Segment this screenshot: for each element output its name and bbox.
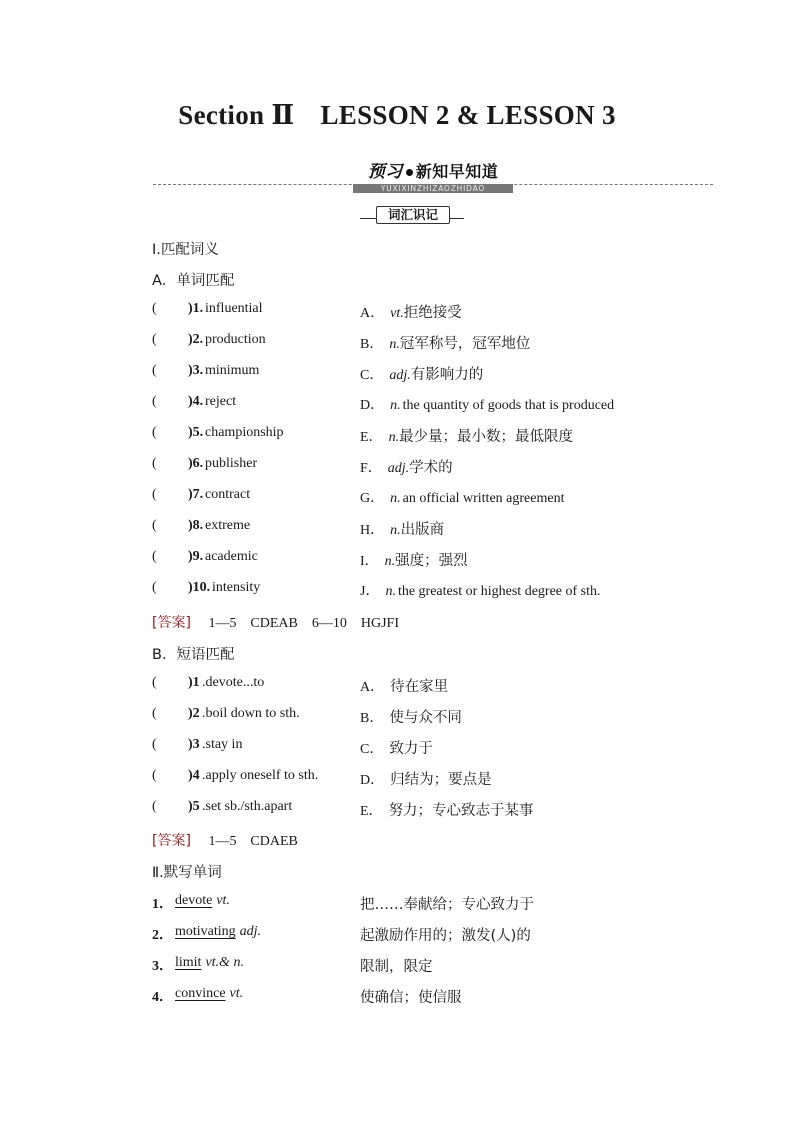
item-phrase: .devote...to: [202, 675, 265, 690]
option-letter: J．: [360, 584, 380, 599]
item-number: 2．: [152, 928, 173, 943]
item-number: )6.: [188, 456, 204, 471]
item-phrase: .apply oneself to sth.: [202, 768, 319, 783]
vocab-tag-label: 词汇识记: [376, 206, 450, 224]
answer-blank: (: [152, 768, 157, 783]
lesson-label: LESSON 2 & LESSON 3: [320, 100, 616, 130]
word-pos: vt.: [229, 986, 244, 1001]
option-letter: D．: [360, 773, 385, 788]
option-pos: adj.: [387, 461, 410, 476]
item-word: contract: [205, 487, 251, 502]
answer-b-row: [152, 830, 298, 852]
option-pos: n.: [385, 584, 396, 599]
word-definition: 起激励作用的；激发(人)的: [360, 928, 531, 944]
option-definition: [360, 425, 573, 446]
answer-blank: (: [152, 332, 157, 347]
option-def-text: 使与众不同: [389, 710, 462, 726]
item-phrase: .set sb./sth.apart: [202, 799, 293, 814]
fill-answer: [175, 986, 243, 1002]
answer-blank: (: [152, 675, 157, 690]
answer-b-text: 1—5 CDAEB: [208, 834, 298, 849]
option-definition: [360, 487, 564, 507]
item-number: )7.: [188, 487, 204, 502]
part1-heading: Ⅰ.匹配词义: [152, 242, 219, 258]
word-definition: 限制，限定: [360, 959, 433, 975]
fill-answer: [175, 955, 244, 971]
answer-a-text: 1—5 CDEAB 6—10 HGJFI: [208, 616, 400, 631]
option-definition: [360, 456, 453, 477]
option-def-text: 有影响力的: [410, 367, 484, 383]
option-definition: [360, 363, 483, 384]
option-def-text: 拒绝接受: [403, 305, 462, 321]
section-label: Section Ⅱ: [178, 100, 295, 130]
item-word: reject: [205, 394, 237, 409]
answer-a-row: [152, 612, 399, 634]
option-definition: [360, 768, 492, 789]
item-number: )5: [188, 799, 200, 814]
option-def-text: 出版商: [400, 522, 445, 538]
option-letter: I．: [360, 554, 379, 569]
option-letter: C．: [360, 742, 384, 757]
option-letter: E．: [360, 804, 383, 819]
answer-tag: [答案]: [152, 833, 191, 849]
option-letter: G．: [360, 491, 385, 506]
item-number: )4.: [188, 394, 204, 409]
answer-blank: (: [152, 706, 157, 721]
option-definition: [360, 394, 614, 414]
answer-blank: (: [152, 425, 157, 440]
item-phrase: .stay in: [202, 737, 243, 752]
option-def-text: the quantity of goods that is produced: [402, 398, 615, 413]
option-pos: n.: [384, 554, 396, 569]
answer-blank: (: [152, 549, 157, 564]
item-number: )10.: [188, 580, 211, 595]
bullet-dot-icon: [406, 169, 413, 176]
vocab-section-tag: [360, 206, 464, 224]
option-pos: adj.: [389, 368, 411, 383]
option-letter: F．: [360, 461, 382, 476]
option-pos: vt.: [390, 306, 404, 321]
word-definition: 使确信；使信服: [360, 990, 462, 1006]
item-number: )2: [188, 706, 200, 721]
option-definition: [360, 332, 530, 353]
answer-blank: (: [152, 394, 157, 409]
item-number: )9.: [188, 549, 204, 564]
preview-banner: [153, 157, 713, 191]
word-definition: 把……奉献给；专心致力于: [360, 897, 534, 913]
option-def-text: 学术的: [409, 460, 453, 476]
item-word: intensity: [212, 580, 261, 595]
option-definition: [360, 799, 534, 820]
item-number: )3.: [188, 363, 204, 378]
option-def-text: 冠军称号，冠军地位: [399, 336, 531, 352]
option-letter: H．: [360, 523, 385, 538]
filled-word: limit: [175, 955, 202, 970]
item-number: 4．: [152, 990, 173, 1005]
option-definition: [360, 301, 462, 322]
filled-word: motivating: [175, 924, 236, 939]
subsection-a-heading: A．单词匹配: [152, 273, 235, 289]
item-number: )8.: [188, 518, 204, 533]
part2-heading: Ⅱ.默写单词: [152, 865, 222, 881]
banner-main-b: 新知早知道: [415, 162, 499, 181]
item-number: )4: [188, 768, 200, 783]
option-definition: [360, 737, 433, 758]
answer-tag: [答案]: [152, 615, 191, 631]
item-word: academic: [205, 549, 258, 564]
word-pos: vt.& n.: [205, 955, 244, 970]
answer-blank: (: [152, 518, 157, 533]
item-word: championship: [205, 425, 284, 440]
item-word: extreme: [205, 518, 251, 533]
answer-blank: (: [152, 487, 157, 502]
item-number: )1: [188, 675, 200, 690]
option-letter: E．: [360, 430, 383, 445]
option-letter: A．: [360, 306, 385, 321]
option-def-text: 致力于: [389, 741, 433, 757]
item-number: )2.: [188, 332, 204, 347]
option-pos: n.: [388, 430, 400, 445]
item-word: influential: [205, 301, 263, 316]
option-def-text: an official written agreement: [402, 491, 565, 506]
word-pos: vt.: [216, 893, 230, 908]
option-def-text: the greatest or highest degree of sth.: [397, 584, 601, 599]
subsection-b-heading: B．短语匹配: [152, 647, 235, 663]
option-definition: [360, 518, 444, 539]
option-definition: [360, 706, 462, 727]
answer-blank: (: [152, 580, 157, 595]
banner-main-a: 预习: [367, 162, 403, 182]
option-def-text: 努力；专心致志于某事: [388, 803, 534, 819]
answer-blank: (: [152, 737, 157, 752]
fill-answer: [175, 893, 230, 909]
option-definition: [360, 675, 448, 696]
banner-pinyin: YUXIXINZHIZAOZHIDAO: [353, 184, 513, 193]
option-pos: n.: [389, 337, 400, 352]
item-word: production: [205, 332, 266, 347]
filled-word: convince: [175, 986, 226, 1001]
word-pos: adj.: [239, 924, 262, 939]
item-number: 3．: [152, 959, 173, 974]
fill-answer: [175, 924, 261, 940]
option-def-text: 归结为；要点是: [390, 772, 492, 788]
option-pos: n.: [390, 491, 401, 506]
item-number: 1．: [152, 897, 173, 912]
option-pos: n.: [390, 398, 401, 413]
option-definition: [360, 580, 601, 600]
item-word: publisher: [205, 456, 258, 471]
item-number: )1.: [188, 301, 204, 316]
option-letter: B．: [360, 711, 384, 726]
banner-label: [353, 157, 513, 193]
option-letter: B．: [360, 337, 384, 352]
answer-blank: (: [152, 363, 157, 378]
answer-blank: (: [152, 799, 157, 814]
option-def-text: 最少量；最小数；最低限度: [399, 429, 574, 445]
option-letter: C．: [360, 368, 384, 383]
item-number: )3: [188, 737, 200, 752]
answer-blank: (: [152, 456, 157, 471]
option-letter: D．: [360, 398, 385, 413]
option-letter: A．: [360, 680, 385, 695]
page-title: [0, 100, 794, 131]
option-pos: n.: [390, 523, 401, 538]
option-def-text: 待在家里: [390, 679, 449, 695]
item-word: minimum: [205, 363, 260, 378]
filled-word: devote: [175, 893, 213, 908]
answer-blank: (: [152, 301, 157, 316]
item-number: )5.: [188, 425, 204, 440]
item-phrase: .boil down to sth.: [202, 706, 300, 721]
option-def-text: 强度；强烈: [395, 553, 468, 569]
option-definition: [360, 549, 468, 570]
